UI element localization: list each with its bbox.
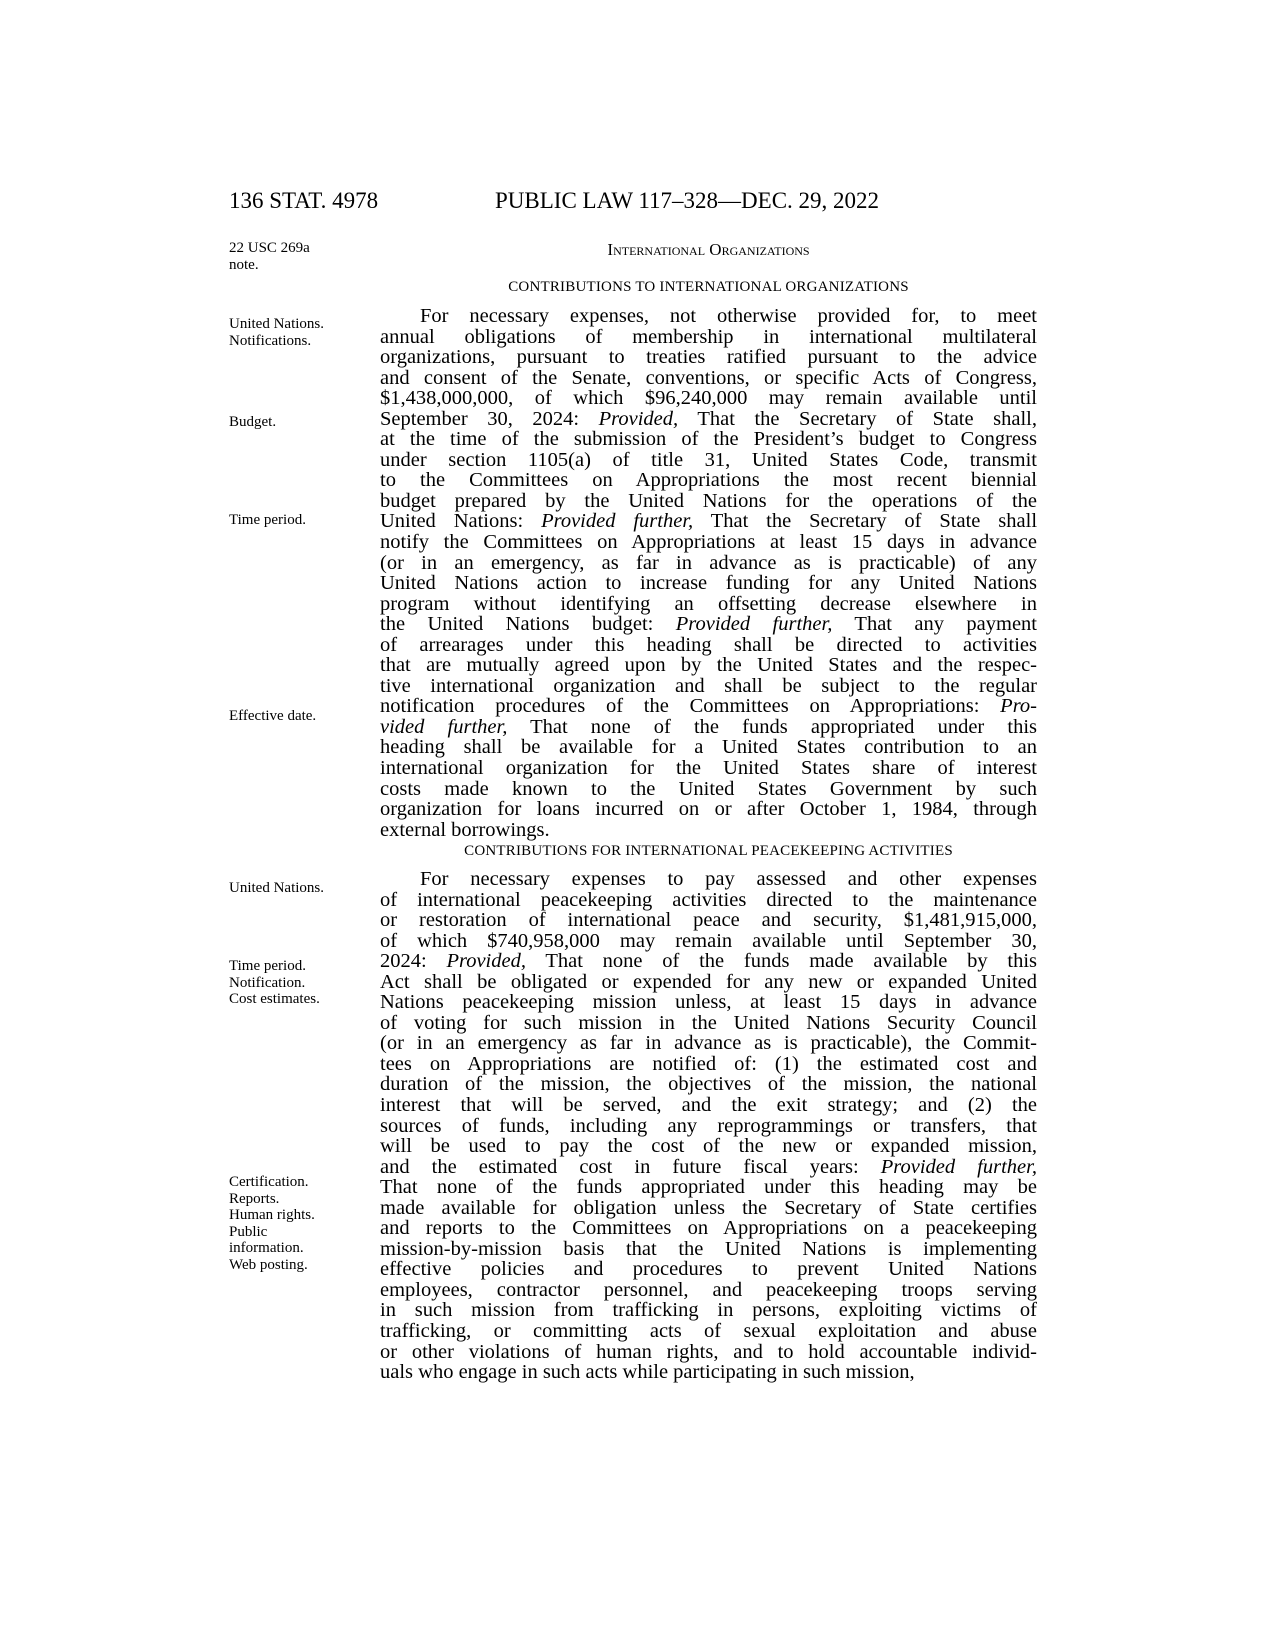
margin-note-united-nations-notifications	[229, 316, 379, 349]
text-line: under section 1105(a) of title 31, United States Code, transmit	[380, 448, 1037, 471]
text-line: (or in an emergency, as far in advance as is practicable) of any	[380, 551, 1037, 574]
text-line: uals who engage in such acts while participating in such mission,	[380, 1361, 915, 1384]
paragraph-contributions-international-organizations	[380, 306, 1037, 840]
text-line: interest that will be served, and the exit strategy; and (2) the	[380, 1094, 1037, 1117]
margin-note-line: information.	[229, 1240, 304, 1256]
text-line: or other violations of human rights, and to hold accountable individ-	[380, 1340, 1037, 1363]
margin-note-line: United Nations.	[229, 316, 324, 332]
text-line: costs made known to the United States Government by such	[380, 777, 1037, 800]
text-line: program without identifying an offsetting decrease elsewhere in	[380, 592, 1037, 615]
margin-note-line: United Nations.	[229, 880, 324, 896]
subheading-contributions-international-organizations: CONTRIBUTIONS TO INTERNATIONAL ORGANIZATIONS	[508, 279, 909, 295]
text-line: in such mission from trafficking in persons, exploiting victims of	[380, 1299, 1037, 1322]
margin-note-budget	[229, 414, 379, 431]
margin-note-line: Notification.	[229, 974, 306, 991]
margin-note-line: Time period.	[229, 512, 306, 528]
text-line: or restoration of international peace and security, $1,481,915,000,	[380, 909, 1037, 932]
text-line: For necessary expenses, not otherwise provided for, to meet	[420, 305, 1037, 327]
text-line: $1,438,000,000, of which $96,240,000 may remain available until	[380, 387, 1037, 410]
text-line: That none of the funds appropriated under this heading may be	[380, 1176, 1037, 1199]
page-header	[229, 188, 1267, 218]
text-line: United Nations action to increase funding for any United Nations	[380, 572, 1037, 595]
text-line: and the estimated cost in future fiscal years: Provided further,	[380, 1155, 1037, 1178]
margin-note-effective-date	[229, 708, 379, 725]
text-line: budget prepared by the United Nations for the operations of the	[380, 489, 1037, 512]
margin-note-united-nations-2	[229, 880, 379, 897]
text-line: that are mutually agreed upon by the United States and the respec-	[380, 654, 1037, 677]
text-line: of which $740,958,000 may remain available until September 30,	[380, 929, 1037, 952]
text-line: vided further, That none of the funds appropriated under this	[380, 715, 1037, 738]
margin-note-time-period	[229, 512, 379, 529]
text-line: and reports to the Committees on Appropriations on a peacekeeping	[380, 1217, 1037, 1240]
text-line: of voting for such mission in the United Nations Security Council	[380, 1011, 1037, 1034]
margin-note-line: Budget.	[229, 414, 277, 430]
text-line: of arrearages under this heading shall be directed to activities	[380, 633, 1037, 656]
margin-note-line: 22 USC 269a	[229, 240, 310, 256]
text-line: employees, contractor personnel, and peacekeeping troops serving	[380, 1278, 1037, 1301]
text-line: trafficking, or committing acts of sexual exploitation and abuse	[380, 1320, 1037, 1343]
margin-note-certification-reports	[229, 1174, 379, 1273]
public-law-citation: PUBLIC LAW 117–328—DEC. 29, 2022	[495, 188, 880, 213]
section-heading: International Organizations	[607, 240, 810, 259]
text-line: notify the Committees on Appropriations at least 15 days in advance	[380, 531, 1037, 554]
margin-note-line: Reports.	[229, 1190, 280, 1207]
text-line: will be used to pay the cost of the new or expanded mission,	[380, 1135, 1037, 1158]
margin-note-time-period-notification-cost	[229, 958, 379, 1008]
margin-note-line: note.	[229, 256, 259, 273]
text-line: sources of funds, including any reprogrammings or transfers, that	[380, 1114, 1037, 1137]
margin-note-line: Time period.	[229, 958, 306, 974]
text-line: 2024: Provided, That none of the funds made available by this	[380, 950, 1037, 973]
text-line: made available for obligation unless the Secretary of State certifies	[380, 1196, 1037, 1219]
text-line: notification procedures of the Committees on Appropriations: Pro-	[380, 695, 1037, 718]
margin-note-line: Certification.	[229, 1174, 309, 1190]
text-line: For necessary expenses to pay assessed and other expenses	[420, 868, 1037, 890]
text-line: of international peacekeeping activities directed to the maintenance	[380, 888, 1037, 911]
paragraph-peacekeeping-activities	[380, 869, 1037, 1383]
text-line: organizations, pursuant to treaties ratified pursuant to the advice	[380, 346, 1037, 369]
text-line: United Nations: Provided further, That the Secretary of State shall	[380, 510, 1038, 533]
text-line: external borrowings.	[380, 818, 550, 841]
margin-note-line: Human rights.	[229, 1207, 315, 1223]
subheading-peacekeeping-activities: CONTRIBUTIONS FOR INTERNATIONAL PEACEKEEPING ACTIVITIES	[464, 843, 953, 859]
text-line: heading shall be available for a United States contribution to an	[380, 736, 1037, 759]
text-line: Nations peacekeeping mission unless, at least 15 days in advance	[380, 991, 1037, 1014]
text-line: Act shall be obligated or expended for any new or expanded United	[380, 970, 1037, 993]
text-line: organization for loans incurred on or after October 1, 1984, through	[380, 798, 1037, 821]
text-line: duration of the mission, the objectives of the mission, the national	[380, 1073, 1037, 1096]
text-line: annual obligations of membership in international multilateral	[380, 325, 1037, 348]
text-line: international organization for the United States share of interest	[380, 757, 1037, 780]
text-line: effective policies and procedures to prevent United Nations	[380, 1258, 1037, 1281]
text-line: tees on Appropriations are notified of: (1) the estimated cost and	[380, 1052, 1037, 1075]
text-line: tive international organization and shall be subject to the regular	[380, 674, 1037, 697]
text-line: and consent of the Senate, conventions, or specific Acts of Congress,	[380, 366, 1037, 389]
margin-note-line: Notifications.	[229, 332, 312, 349]
text-line: to the Committees on Appropriations the most recent biennial	[380, 469, 1037, 492]
margin-note-line: Effective date.	[229, 708, 317, 724]
margin-note-line: Public	[229, 1223, 268, 1240]
text-line: the United Nations budget: Provided further, That any payment	[380, 613, 1038, 636]
margin-note-line: Cost estimates.	[229, 991, 320, 1007]
text-line: September 30, 2024: Provided, That the Secretary of State shall,	[380, 407, 1037, 430]
text-line: (or in an emergency as far in advance as is practicable), the Commit-	[380, 1032, 1037, 1055]
stat-page-number: 136 STAT. 4978	[229, 188, 379, 213]
text-line: at the time of the submission of the President’s budget to Congress	[380, 428, 1037, 451]
margin-note-usc	[229, 240, 379, 273]
margin-note-line: Web posting.	[229, 1256, 308, 1273]
text-line: mission-by-mission basis that the United Nations is implementing	[380, 1237, 1037, 1260]
